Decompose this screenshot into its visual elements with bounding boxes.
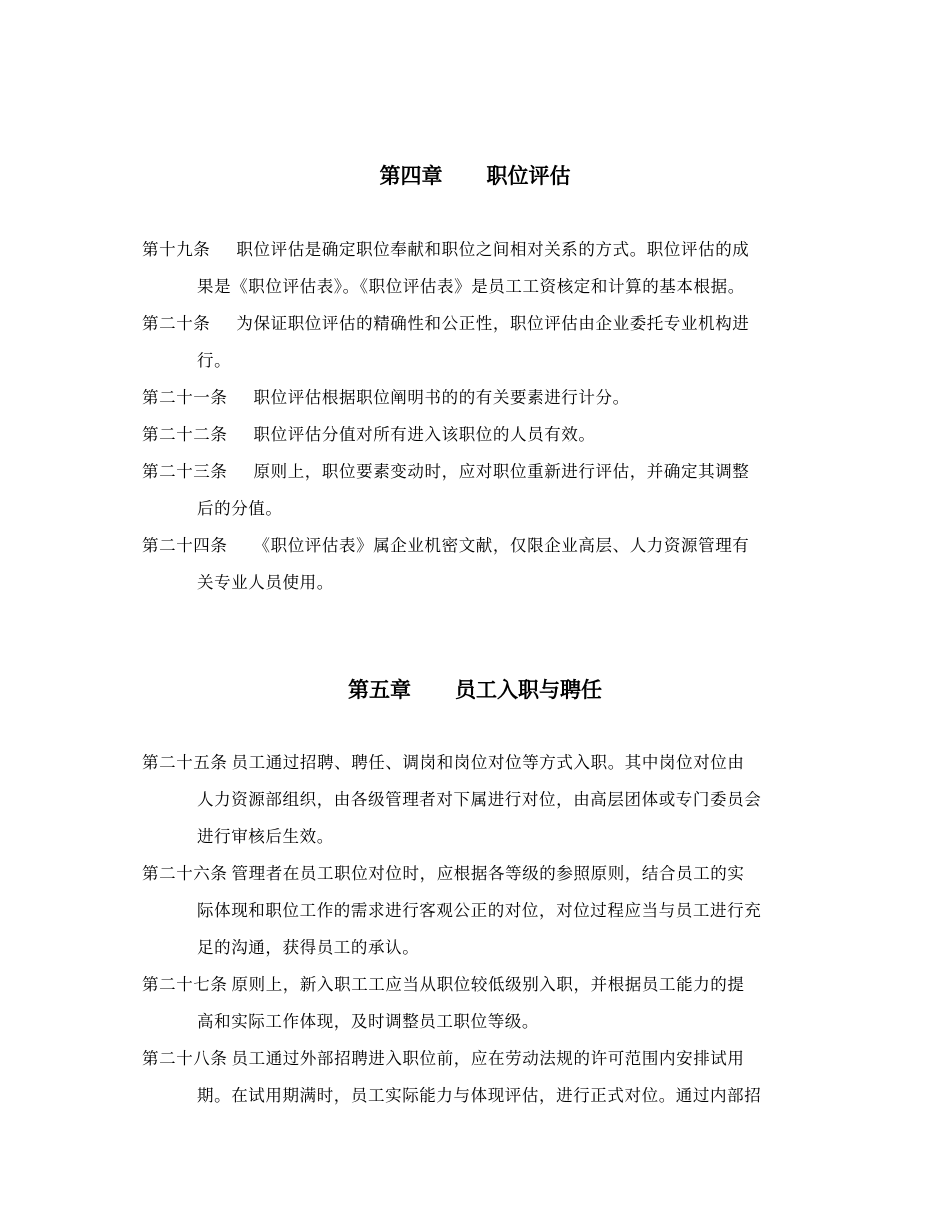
article-text: 足的沟通，获得员工的承认。 [197, 938, 420, 957]
article-line [142, 342, 810, 379]
article-text: 管理者在员工职位对位时，应根据各等级的参照原则，结合员工的实 [231, 864, 745, 883]
article-text: 职位评估是确定职位奉献和职位之间相对关系的方式。职位评估的成 [236, 240, 750, 259]
article-label: 第二十五条 [142, 753, 228, 772]
article-text: 职位评估分值对所有进入该职位的人员有效。 [253, 425, 596, 444]
article-line [142, 781, 810, 818]
article-26 [142, 855, 810, 966]
article-text: 原则上，职位要素变动时，应对职位重新进行评估，并确定其调整 [253, 462, 750, 481]
article-text: 员工通过招聘、聘任、调岗和岗位对位等方式入职。其中岗位对位由 [231, 753, 745, 772]
article-19 [142, 231, 810, 305]
article-21 [142, 379, 810, 416]
article-line [142, 892, 810, 929]
article-text: 为保证职位评估的精确性和公正性，职位评估由企业委托专业机构进 [236, 314, 750, 333]
article-28 [142, 1040, 810, 1114]
article-label: 第二十条 [142, 314, 211, 333]
article-text: 原则上，新入职工工应当从职位较低级别入职，并根据员工能力的提 [231, 975, 745, 994]
article-line [142, 379, 810, 416]
chapter-4-number: 第四章 [379, 164, 443, 188]
article-line [142, 490, 810, 527]
article-line [142, 564, 810, 601]
article-line [142, 818, 810, 855]
article-24 [142, 527, 810, 601]
article-line [142, 966, 810, 1003]
article-label: 第二十六条 [142, 864, 228, 883]
article-label: 第二十一条 [142, 388, 228, 407]
chapter-4-name: 职位评估 [486, 164, 571, 188]
article-line [142, 416, 810, 453]
article-line [142, 527, 810, 564]
chapter-4-title [0, 161, 950, 191]
chapter-5-title [0, 675, 950, 705]
article-line [142, 744, 810, 781]
article-line [142, 1003, 810, 1040]
article-line [142, 855, 810, 892]
article-label: 第二十七条 [142, 975, 228, 994]
article-25 [142, 744, 810, 855]
article-label: 第二十二条 [142, 425, 228, 444]
article-text: 《职位评估表》属企业机密文献，仅限企业高层、人力资源管理有 [253, 536, 750, 555]
article-text: 行。 [197, 351, 232, 370]
article-20 [142, 305, 810, 379]
article-text: 果是《职位评估表》。《职位评估表》是员工工资核定和计算的基本根据。 [197, 277, 745, 296]
article-label: 第二十四条 [142, 536, 228, 555]
article-label: 第十九条 [142, 240, 211, 259]
article-text: 高和实际工作体现，及时调整员工职位等级。 [197, 1012, 539, 1031]
article-text: 关专业人员使用。 [197, 573, 334, 592]
article-line [142, 453, 810, 490]
article-23 [142, 453, 810, 527]
article-text: 职位评估根据职位阐明书的的有关要素进行计分。 [253, 388, 630, 407]
article-text: 人力资源部组织，由各级管理者对下属进行对位，由高层团体或专门委员会 [197, 790, 762, 809]
article-text: 期。在试用期满时，员工实际能力与体现评估，进行正式对位。通过内部招 [197, 1086, 762, 1105]
article-label: 第二十八条 [142, 1049, 228, 1068]
article-22 [142, 416, 810, 453]
article-text: 员工通过外部招聘进入职位前，应在劳动法规的许可范围内安排试用 [231, 1049, 745, 1068]
article-27 [142, 966, 810, 1040]
article-line [142, 1040, 810, 1077]
article-label: 第二十三条 [142, 462, 228, 481]
article-text: 进行审核后生效。 [197, 827, 334, 846]
article-line [142, 305, 810, 342]
article-text: 际体现和职位工作的需求进行客观公正的对位，对位过程应当与员工进行充 [197, 901, 762, 920]
article-line [142, 1077, 810, 1114]
chapter-5-number: 第五章 [348, 678, 411, 702]
chapter-5-name: 员工入职与聘任 [455, 678, 602, 702]
article-line [142, 231, 810, 268]
article-text: 后的分值。 [197, 499, 283, 518]
article-line [142, 268, 810, 305]
article-line [142, 929, 810, 966]
